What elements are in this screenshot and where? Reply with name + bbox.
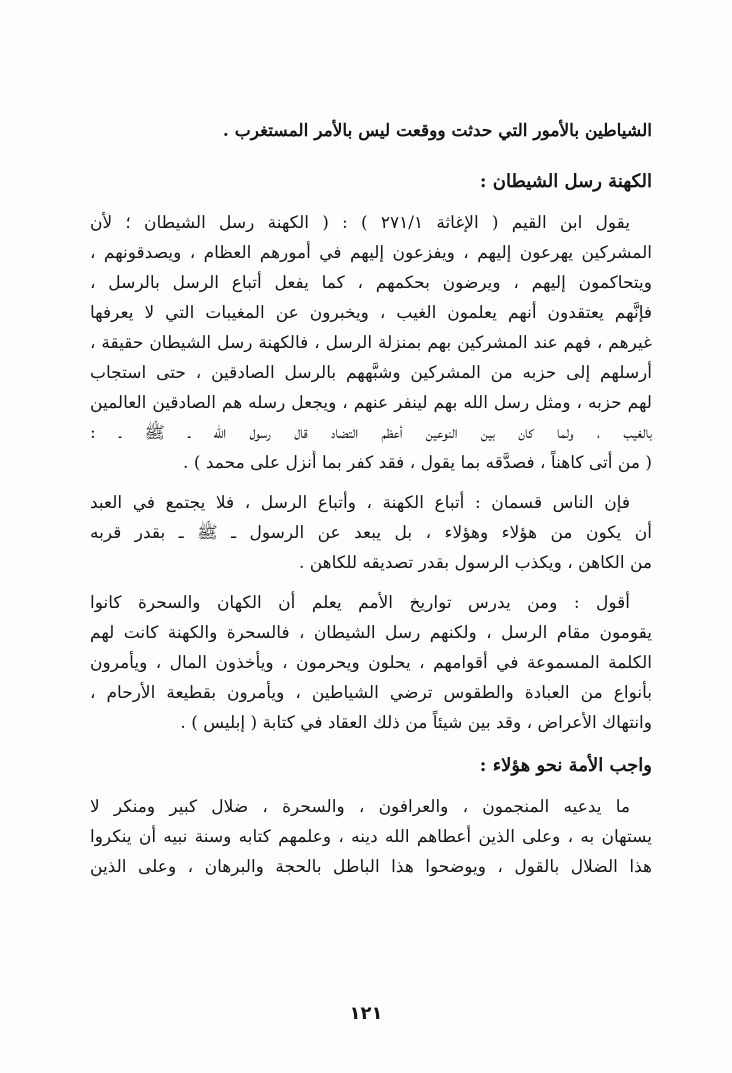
section-heading-duty: واجب الأمة نحو هؤلاء : — [479, 755, 652, 776]
paragraph-line: فإن الناس قسمان : أتباع الكهنة ، وأتباع الرسل ، فلا يجتمع في العبد — [90, 493, 630, 513]
paragraph-line: أن يكون من هؤلاء وهؤلاء ، بل يبعد عن الرسول ـ ﷺ ـ بقدر قربه — [90, 523, 652, 543]
paragraph-line: يستهان به ، وعلى الذين أعطاهم الله دينه ، وعلمهم كتابه وسنة نبيه أن ينكروا — [90, 827, 652, 847]
paragraph-line: بالغيب ، ولما كان بين النوعين أعظم التضاد قال رسول الله ـ ﷺ ـ : — [90, 423, 652, 443]
intro-line: الشياطين بالأمور التي حدثت ووقعت ليس بالأمر المستغرب . — [222, 121, 652, 141]
paragraph-line: لهم حزبه ، ومثل رسل الله بهم لينفر عنهم ، ويجعل رسله هم الصادقين العالمين — [90, 393, 652, 413]
section-heading-soothsayers: الكهنة رسل الشيطان : — [479, 171, 652, 192]
paragraph-line: فإنَّهم يعتقدون أنهم يعلمون الغيب ، ويخبرون عن المغيبات التي لا يعرفها — [90, 303, 652, 323]
paragraph-line: يقومون مقام الرسل ، ولكنهم رسل الشيطان ، فالسحرة والكهنة كانت لهم — [90, 623, 652, 643]
paragraph-line: المشركين يهرعون إليهم ، ويفزعون إليهم في أمورهم العظام ، ويصدقونهم ، — [90, 243, 652, 263]
paragraph-line: أرسلهم إلى حزبه من المشركين وشبَّههم بالرسل الصادقين ، حتى استجاب — [90, 363, 652, 383]
paragraph-line: هذا الضلال بالقول ، ويوضحوا هذا الباطل بالحجة والبرهان ، وعلى الذين — [90, 857, 652, 877]
paragraph-line: غيرهم ، فهم عند المشركين بهم بمنزلة الرسل ، فالكهنة رسل الشيطان حقيقة ، — [90, 333, 652, 353]
paragraph-line: ويتحاكمون إليهم ، ويرضون بحكمهم ، كما يفعل أتباع الرسل بالرسل ، — [90, 273, 652, 293]
paragraph-line: من الكاهن ، ويكذب الرسول بقدر تصديقه للكاهن . — [298, 553, 652, 573]
hadith-quote-line: ( من أتى كاهناً ، فصدَّقه بما يقول ، فقد كفر بما أُنزل على محمد ) . — [183, 453, 652, 473]
paragraph-line: وانتهاك الأعراض ، وقد بين شيئاً من ذلك العقاد في كتابة ( إبليس ) . — [180, 713, 652, 733]
paragraph-line: ما يدعيه المنجمون ، والعرافون ، والسحرة ، ضلال كبير ومنكر لا — [90, 797, 630, 817]
paragraph-line: أقول : ومن يدرس تواريخ الأمم يعلم أن الكهان والسحرة كانوا — [90, 593, 630, 613]
paragraph-line: بأنواع من العبادة والطقوس ترضي الشياطين ، ويأمرون بقطيعة الأرحام ، — [90, 683, 652, 703]
paragraph-line: الكلمة المسموعة في أقوامهم ، يحلون ويحرمون ، ويأخذون المال ، ويأمرون — [90, 653, 652, 673]
page-number: ١٢١ — [349, 1003, 383, 1024]
paragraph-line: يقول ابن القيم ( الإغاثة ٢٧١/١ ) : ( الكهنة رسل الشيطان ؛ لأن — [90, 213, 630, 233]
